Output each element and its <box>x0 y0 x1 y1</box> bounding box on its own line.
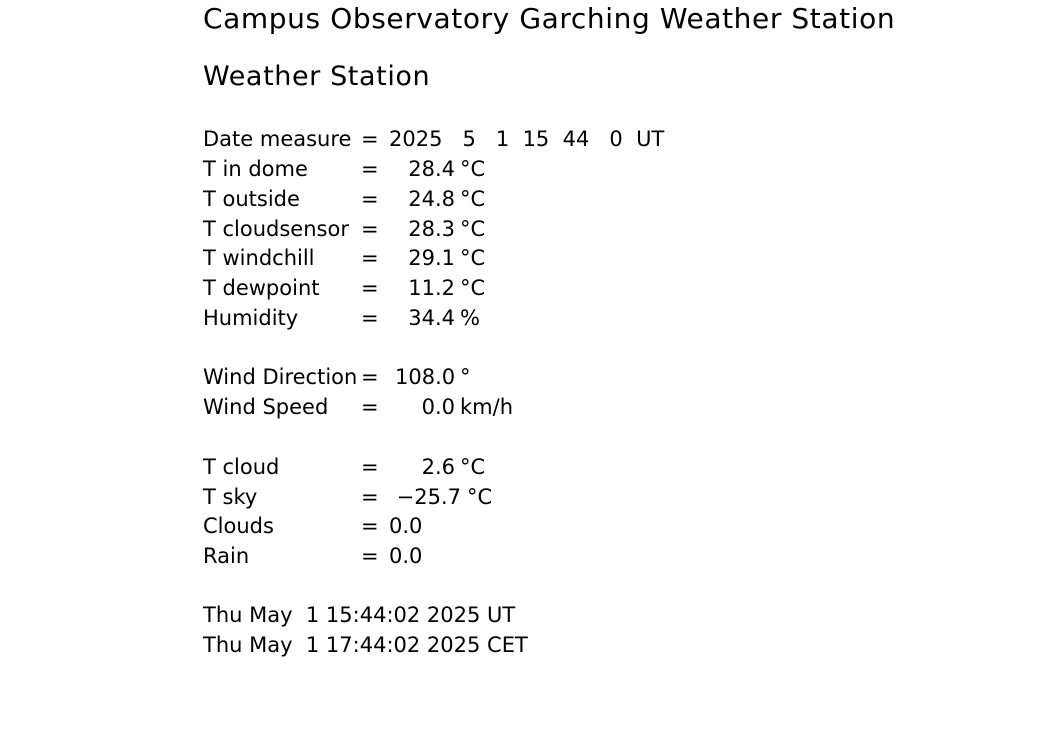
equals-sign: = <box>361 127 379 151</box>
t-cloudsensor-unit: °C <box>460 217 486 241</box>
equals-sign: = <box>361 455 379 479</box>
t-cloud-unit: °C <box>460 455 486 479</box>
t-sky-value: −25.7 <box>396 485 461 509</box>
t-windchill-label: T windchill <box>203 246 315 270</box>
equals-sign: = <box>361 187 379 211</box>
equals-sign: = <box>361 485 379 509</box>
t-windchill-unit: °C <box>460 246 486 270</box>
clouds-value: 0.0 <box>389 514 423 538</box>
t-cloud-value: 2.6 <box>421 455 455 479</box>
t-in-dome-unit: °C <box>460 157 486 181</box>
wind-direction-value: 108.0 <box>395 365 456 389</box>
wind-speed-value: 0.0 <box>421 395 455 419</box>
equals-sign: = <box>361 276 379 300</box>
t-in-dome-value: 28.4 <box>408 157 455 181</box>
t-dewpoint-label: T dewpoint <box>203 276 320 300</box>
wind-direction-unit: ° <box>460 365 471 389</box>
t-windchill-value: 29.1 <box>408 246 455 270</box>
humidity-unit: % <box>460 306 480 330</box>
humidity-value: 34.4 <box>408 306 455 330</box>
t-cloud-label: T cloud <box>203 455 280 479</box>
wind-speed-unit: km/h <box>460 395 514 419</box>
t-sky-unit: °C <box>467 485 493 509</box>
t-outside-value: 24.8 <box>408 187 455 211</box>
page-subtitle: Weather Station <box>203 61 431 92</box>
rain-label: Rain <box>203 544 250 568</box>
timestamp-cet: Thu May 1 17:44:02 2025 CET <box>203 633 528 657</box>
rain-value: 0.0 <box>389 544 423 568</box>
page-title: Campus Observatory Garching Weather Station <box>203 2 896 35</box>
wind-speed-label: Wind Speed <box>203 395 329 419</box>
t-sky-label: T sky <box>203 485 258 509</box>
t-cloudsensor-label: T cloudsensor <box>203 217 349 241</box>
equals-sign: = <box>361 246 379 270</box>
t-outside-label: T outside <box>203 187 300 211</box>
humidity-label: Humidity <box>203 306 299 330</box>
equals-sign: = <box>361 217 379 241</box>
wind-direction-label: Wind Direction <box>203 365 358 389</box>
equals-sign: = <box>361 157 379 181</box>
t-dewpoint-value: 11.2 <box>408 276 455 300</box>
equals-sign: = <box>361 306 379 330</box>
equals-sign: = <box>361 395 379 419</box>
date-measure-value: 2025 5 1 15 44 0 UT <box>389 127 665 151</box>
timestamp-ut: Thu May 1 15:44:02 2025 UT <box>203 603 516 627</box>
clouds-label: Clouds <box>203 514 274 538</box>
equals-sign: = <box>361 544 379 568</box>
t-dewpoint-unit: °C <box>460 276 486 300</box>
date-measure-label: Date measure <box>203 127 352 151</box>
equals-sign: = <box>361 365 379 389</box>
equals-sign: = <box>361 514 379 538</box>
t-outside-unit: °C <box>460 187 486 211</box>
t-in-dome-label: T in dome <box>203 157 308 181</box>
t-cloudsensor-value: 28.3 <box>408 217 455 241</box>
